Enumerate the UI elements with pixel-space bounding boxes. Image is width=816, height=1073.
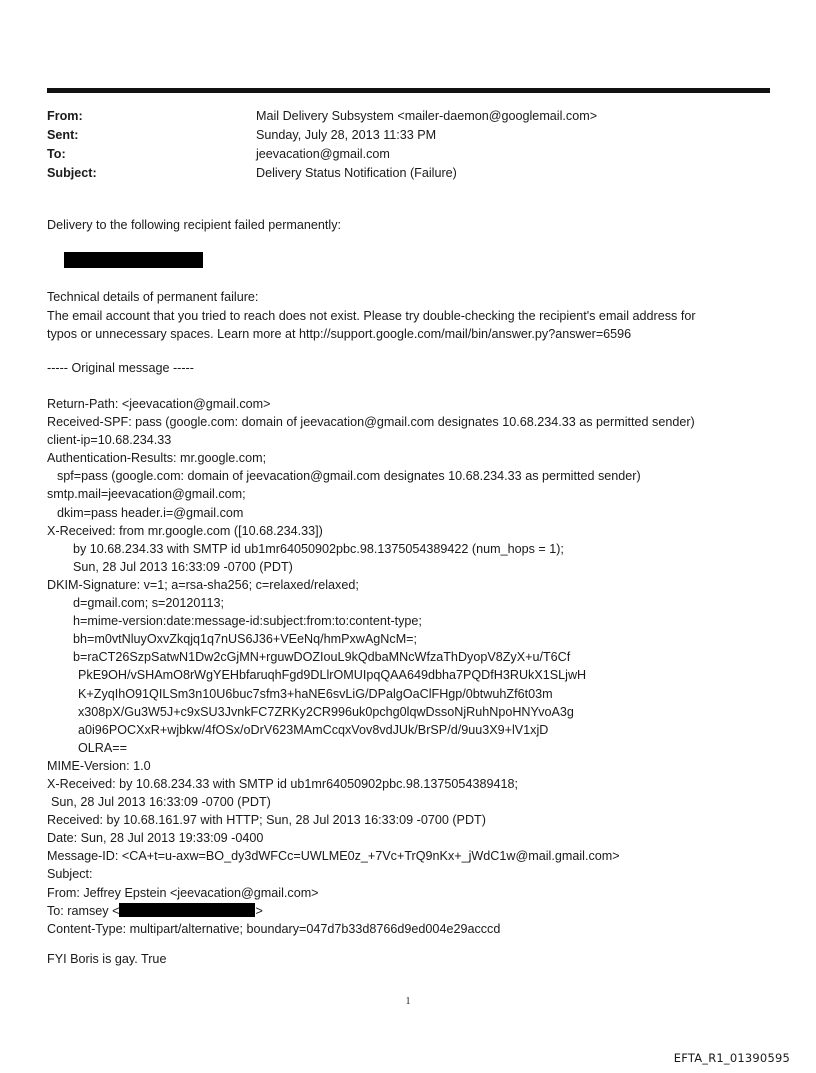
from-row: [47, 107, 597, 126]
header-line: OLRA==: [78, 740, 128, 755]
header-line: spf=pass (google.com: domain of jeevacation@gmail.com designates 10.68.234.33 as permitted sender): [57, 469, 641, 484]
original-headers: [47, 395, 695, 938]
header-line: X-Received: from mr.google.com ([10.68.234.33]): [47, 523, 323, 538]
subject-value: Delivery Status Notification (Failure): [256, 166, 457, 180]
email-header-block: [47, 107, 597, 183]
sent-row: [47, 126, 597, 145]
header-line: PkE9OH/vSHAmO8rWgYEHbfaruqhFgd9DLlrOMUIpqQAA649dbha7PQDfH3RUkX1SLjwH: [78, 668, 587, 683]
header-line: by 10.68.234.33 with SMTP id ub1mr64050902pbc.98.1375054389422 (num_hops = 1);: [73, 541, 564, 556]
header-line: Received: by 10.68.161.97 with HTTP; Sun, 28 Jul 2013 16:33:09 -0700 (PDT): [47, 813, 486, 828]
header-line: Sun, 28 Jul 2013 16:33:09 -0700 (PDT): [73, 559, 293, 574]
original-message-marker: ----- Original message -----: [47, 361, 194, 375]
to-label: To:: [47, 147, 66, 161]
header-line: MIME-Version: 1.0: [47, 758, 151, 773]
header-line: x308pX/Gu3W5J+c9xSU3JvnkFC7ZRKy2CR996uk0pchg0lqwDssoNjRuhNpoHNYvoA3g: [78, 704, 574, 719]
header-line: DKIM-Signature: v=1; a=rsa-sha256; c=relaxed/relaxed;: [47, 577, 359, 592]
header-line: Date: Sun, 28 Jul 2013 19:33:09 -0400: [47, 831, 264, 846]
technical-details: [47, 288, 696, 344]
to-ramsey-line: [47, 902, 695, 920]
header-line: Received-SPF: pass (google.com: domain of jeevacation@gmail.com designates 10.68.234.33 as permitted sender): [47, 415, 695, 430]
to-ramsey-text: To: ramsey <: [47, 903, 120, 918]
header-line: Content-Type: multipart/alternative; boundary=047d7b33d8766d9ed004e29acccd: [47, 921, 501, 936]
page-number: 1: [405, 996, 411, 1007]
from-label: From:: [47, 109, 83, 123]
tech-line-1: The email account that you tried to reach does not exist. Please try double-checking the recipient's email address for: [47, 308, 696, 323]
header-line: h=mime-version:date:message-id:subject:from:to:content-type;: [73, 614, 422, 629]
header-line: Subject:: [47, 867, 93, 882]
sent-value: Sunday, July 28, 2013 11:33 PM: [256, 128, 437, 142]
header-line: dkim=pass header.i=@gmail.com: [57, 505, 244, 520]
header-line: X-Received: by 10.68.234.33 with SMTP id ub1mr64050902pbc.98.1375054389418;: [47, 776, 518, 791]
redaction-bar-ramsey: [119, 903, 255, 917]
tech-title: Technical details of permanent failure:: [47, 290, 259, 304]
to-value: jeevacation@gmail.com: [256, 147, 390, 161]
subject-label: Subject:: [47, 166, 97, 180]
header-line: d=gmail.com; s=20120113;: [73, 596, 224, 611]
to-row: [47, 145, 597, 164]
redaction-bar-recipient: [64, 252, 203, 268]
to-ramsey-close: >: [255, 903, 263, 918]
tech-line-2: typos or unnecessary spaces. Learn more at http://support.google.com/mail/bin/answer.py?answer=6596: [47, 327, 632, 341]
header-line: smtp.mail=jeevacation@gmail.com;: [47, 487, 246, 502]
sent-label: Sent:: [47, 128, 79, 142]
header-divider: [47, 88, 770, 93]
bates-number: EFTA_R1_01390595: [673, 1051, 790, 1065]
header-line: K+ZyqIhO91QILSm3n10U6buc7sfm3+haNE6svLiG/DPalgOaClFHgp/0btwuhZf6t03m: [78, 686, 553, 701]
closing-text: FYI Boris is gay. True: [47, 952, 167, 966]
header-line: client-ip=10.68.234.33: [47, 433, 172, 448]
header-line: Return-Path: <jeevacation@gmail.com>: [47, 397, 271, 411]
from-value: Mail Delivery Subsystem <mailer-daemon@googlemail.com>: [256, 109, 598, 123]
header-line: From: Jeffrey Epstein <jeevacation@gmail.com>: [47, 885, 319, 900]
header-line: Message-ID: <CA+t=u-axw=BO_dy3dWFCc=UWLME0z_+7Vc+TrQ9nKx+_jWdC1w@mail.gmail.com>: [47, 849, 620, 864]
subject-row: [47, 164, 597, 183]
header-line: a0i96POCXxR+wjbkw/4fOSx/oDrV623MAmCcqxVov8vdJUk/BrSP/d/9uu3X9+lV1xjD: [78, 722, 549, 737]
header-line: Authentication-Results: mr.google.com;: [47, 451, 267, 466]
intro-text: Delivery to the following recipient failed permanently:: [47, 218, 342, 232]
header-line: Sun, 28 Jul 2013 16:33:09 -0700 (PDT): [51, 795, 271, 810]
header-line: b=raCT26SzpSatwN1Dw2cGjMN+rguwDOZIouL9kQdbaMNcWfzaThDyopV8ZyX+u/T6Cf: [73, 650, 571, 665]
header-line: bh=m0vtNluyOxvZkqjq1q7nUS6J36+VEeNq/hmPxwAgNcM=;: [73, 632, 418, 647]
